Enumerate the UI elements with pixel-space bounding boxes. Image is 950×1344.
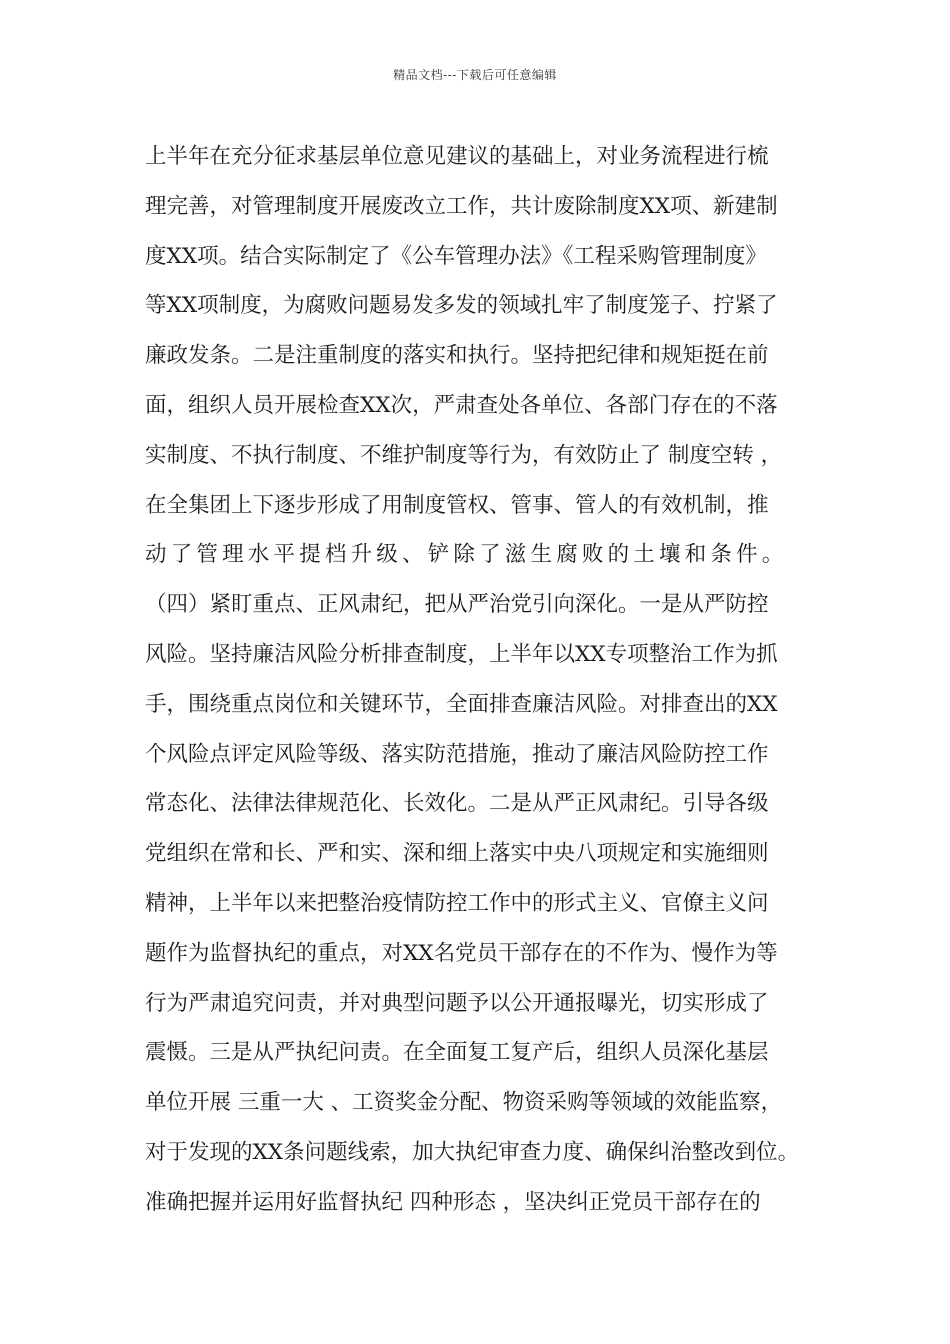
text-line: 个风险点评定风险等级、落实防范措施，推动了廉洁风险防控工作 (145, 741, 769, 767)
text-line: 风险。坚持廉洁风险分析排查制度，上半年以XX专项整治工作为抓 (145, 641, 778, 667)
text-line: 单位开展 三重一大 、工资奖金分配、物资采购等领域的效能监察， (145, 1090, 783, 1116)
document-body (145, 132, 845, 1228)
text-line: 动了管理水平提档升级、铲除了滋生腐败的土壤和条件。 (145, 542, 788, 568)
text-line: 对于发现的XX条问题线索，加大执纪审查力度、确保纠治整改到位。 (145, 1139, 800, 1165)
text-line: 行为严肃追究问责，并对典型问题予以公开通报曝光，切实形成了 (145, 990, 769, 1016)
page-header: 精品文档---下载后可任意编辑 (393, 68, 557, 82)
text-line: 上半年在充分征求基层单位意见建议的基础上，对业务流程进行梳 (145, 144, 769, 169)
text-line: 手，围绕重点岗位和关键环节，全面排查廉洁风险。对排查出的XX (145, 691, 778, 717)
text-line: 准确把握并运用好监督执纪 四种形态 ，坚决纠正党员干部存在的 (145, 1189, 761, 1215)
text-line: （四）紧盯重点、正风肃纪，把从严治党引向深化。一是从严防控 (145, 592, 769, 618)
text-line: 度XX项。结合实际制定了《公车管理办法》《工程采购管理制度》 (145, 243, 767, 269)
text-line: 实制度、不执行制度、不维护制度等行为，有效防止了 制度空转 ， (145, 442, 783, 468)
text-line: 面，组织人员开展检查XX次，严肃查处各单位、各部门存在的不落 (145, 392, 778, 418)
text-line: 等XX项制度，为腐败问题易发多发的领域扎牢了制度笼子、拧紧了 (145, 293, 778, 319)
text-line: 常态化、法律法律规范化、长效化。二是从严正风肃纪。引导各级 (145, 791, 769, 817)
text-line: 题作为监督执纪的重点，对XX名党员干部存在的不作为、慢作为等 (145, 940, 778, 966)
text-line: 在全集团上下逐步形成了用制度管权、管事、管人的有效机制，推 (145, 492, 769, 518)
text-line: 理完善，对管理制度开展废改立工作，共计废除制度XX项、新建制 (145, 193, 778, 219)
text-line: 震慑。三是从严执纪问责。在全面复工复产后，组织人员深化基层 (145, 1040, 769, 1066)
text-line: 党组织在常和长、严和实、深和细上落实中央八项规定和实施细则 (145, 841, 769, 867)
text-line: 精神，上半年以来把整治疫情防控工作中的形式主义、官僚主义问 (145, 890, 769, 916)
text-line: 廉政发条。二是注重制度的落实和执行。坚持把纪律和规矩挺在前 (145, 343, 769, 369)
